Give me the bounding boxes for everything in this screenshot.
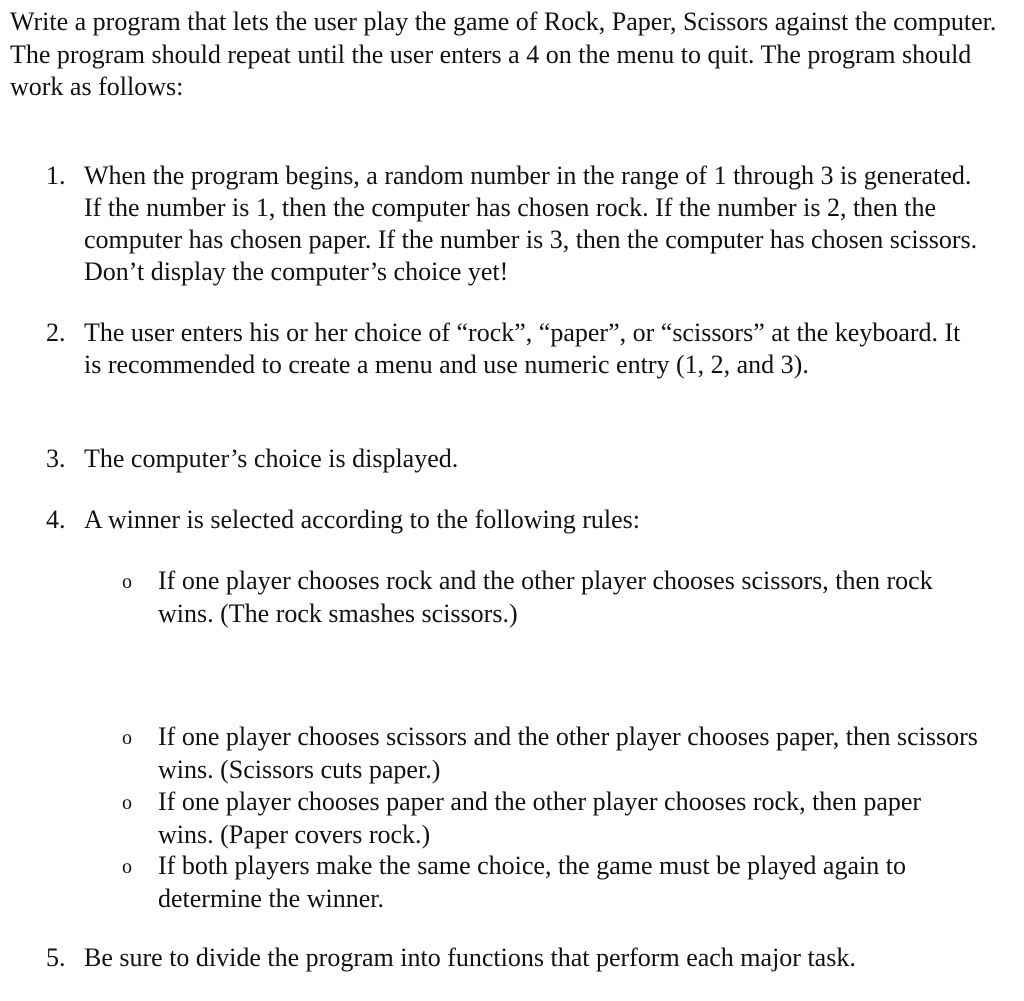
rule-text: If one player chooses rock and the other player chooses scissors, then rock wins. (The rock smashes scissors.) [158, 566, 933, 628]
step-number: 2. [46, 318, 66, 347]
step-number: 4. [46, 505, 66, 534]
step-number: 1. [46, 161, 66, 190]
step-text: When the program begins, a random number in the range of 1 through 3 is generated. If the number is 1, then the computer has chosen rock. If the number is 2, then the computer has chosen paper. If the number is 3, then the computer has chosen scissors. Don’t display the computer’s choice yet! [84, 161, 978, 286]
rule-text: If one player chooses scissors and the other player chooses paper, then scissors wins. (Scissors cuts paper.) [158, 722, 978, 784]
step-number: 3. [46, 444, 66, 473]
rule-text: If one player chooses paper and the other player chooses rock, then paper wins. (Paper covers rock.) [158, 787, 922, 849]
intro-paragraph: Write a program that lets the user play the game of Rock, Paper, Scissors against the computer. The program should repeat until the user enters a 4 on the menu to quit. The program should work as follows: [10, 7, 997, 101]
step-number: 5. [46, 943, 66, 972]
rule-text: If both players make the same choice, the game must be played again to determine the winner. [158, 851, 906, 913]
step-text: The computer’s choice is displayed. [84, 444, 459, 473]
bullet-marker: o [122, 727, 132, 749]
bullet-marker: o [122, 571, 132, 593]
bullet-marker: o [122, 856, 132, 878]
bullet-marker: o [122, 792, 132, 814]
step-text: Be sure to divide the program into functions that perform each major task. [84, 943, 856, 972]
step-text: The user enters his or her choice of “rock”, “paper”, or “scissors” at the keyboard. It is recommended to create a menu and use numeric entry (1, 2, and 3). [84, 318, 961, 379]
step-text: A winner is selected according to the following rules: [84, 505, 640, 534]
